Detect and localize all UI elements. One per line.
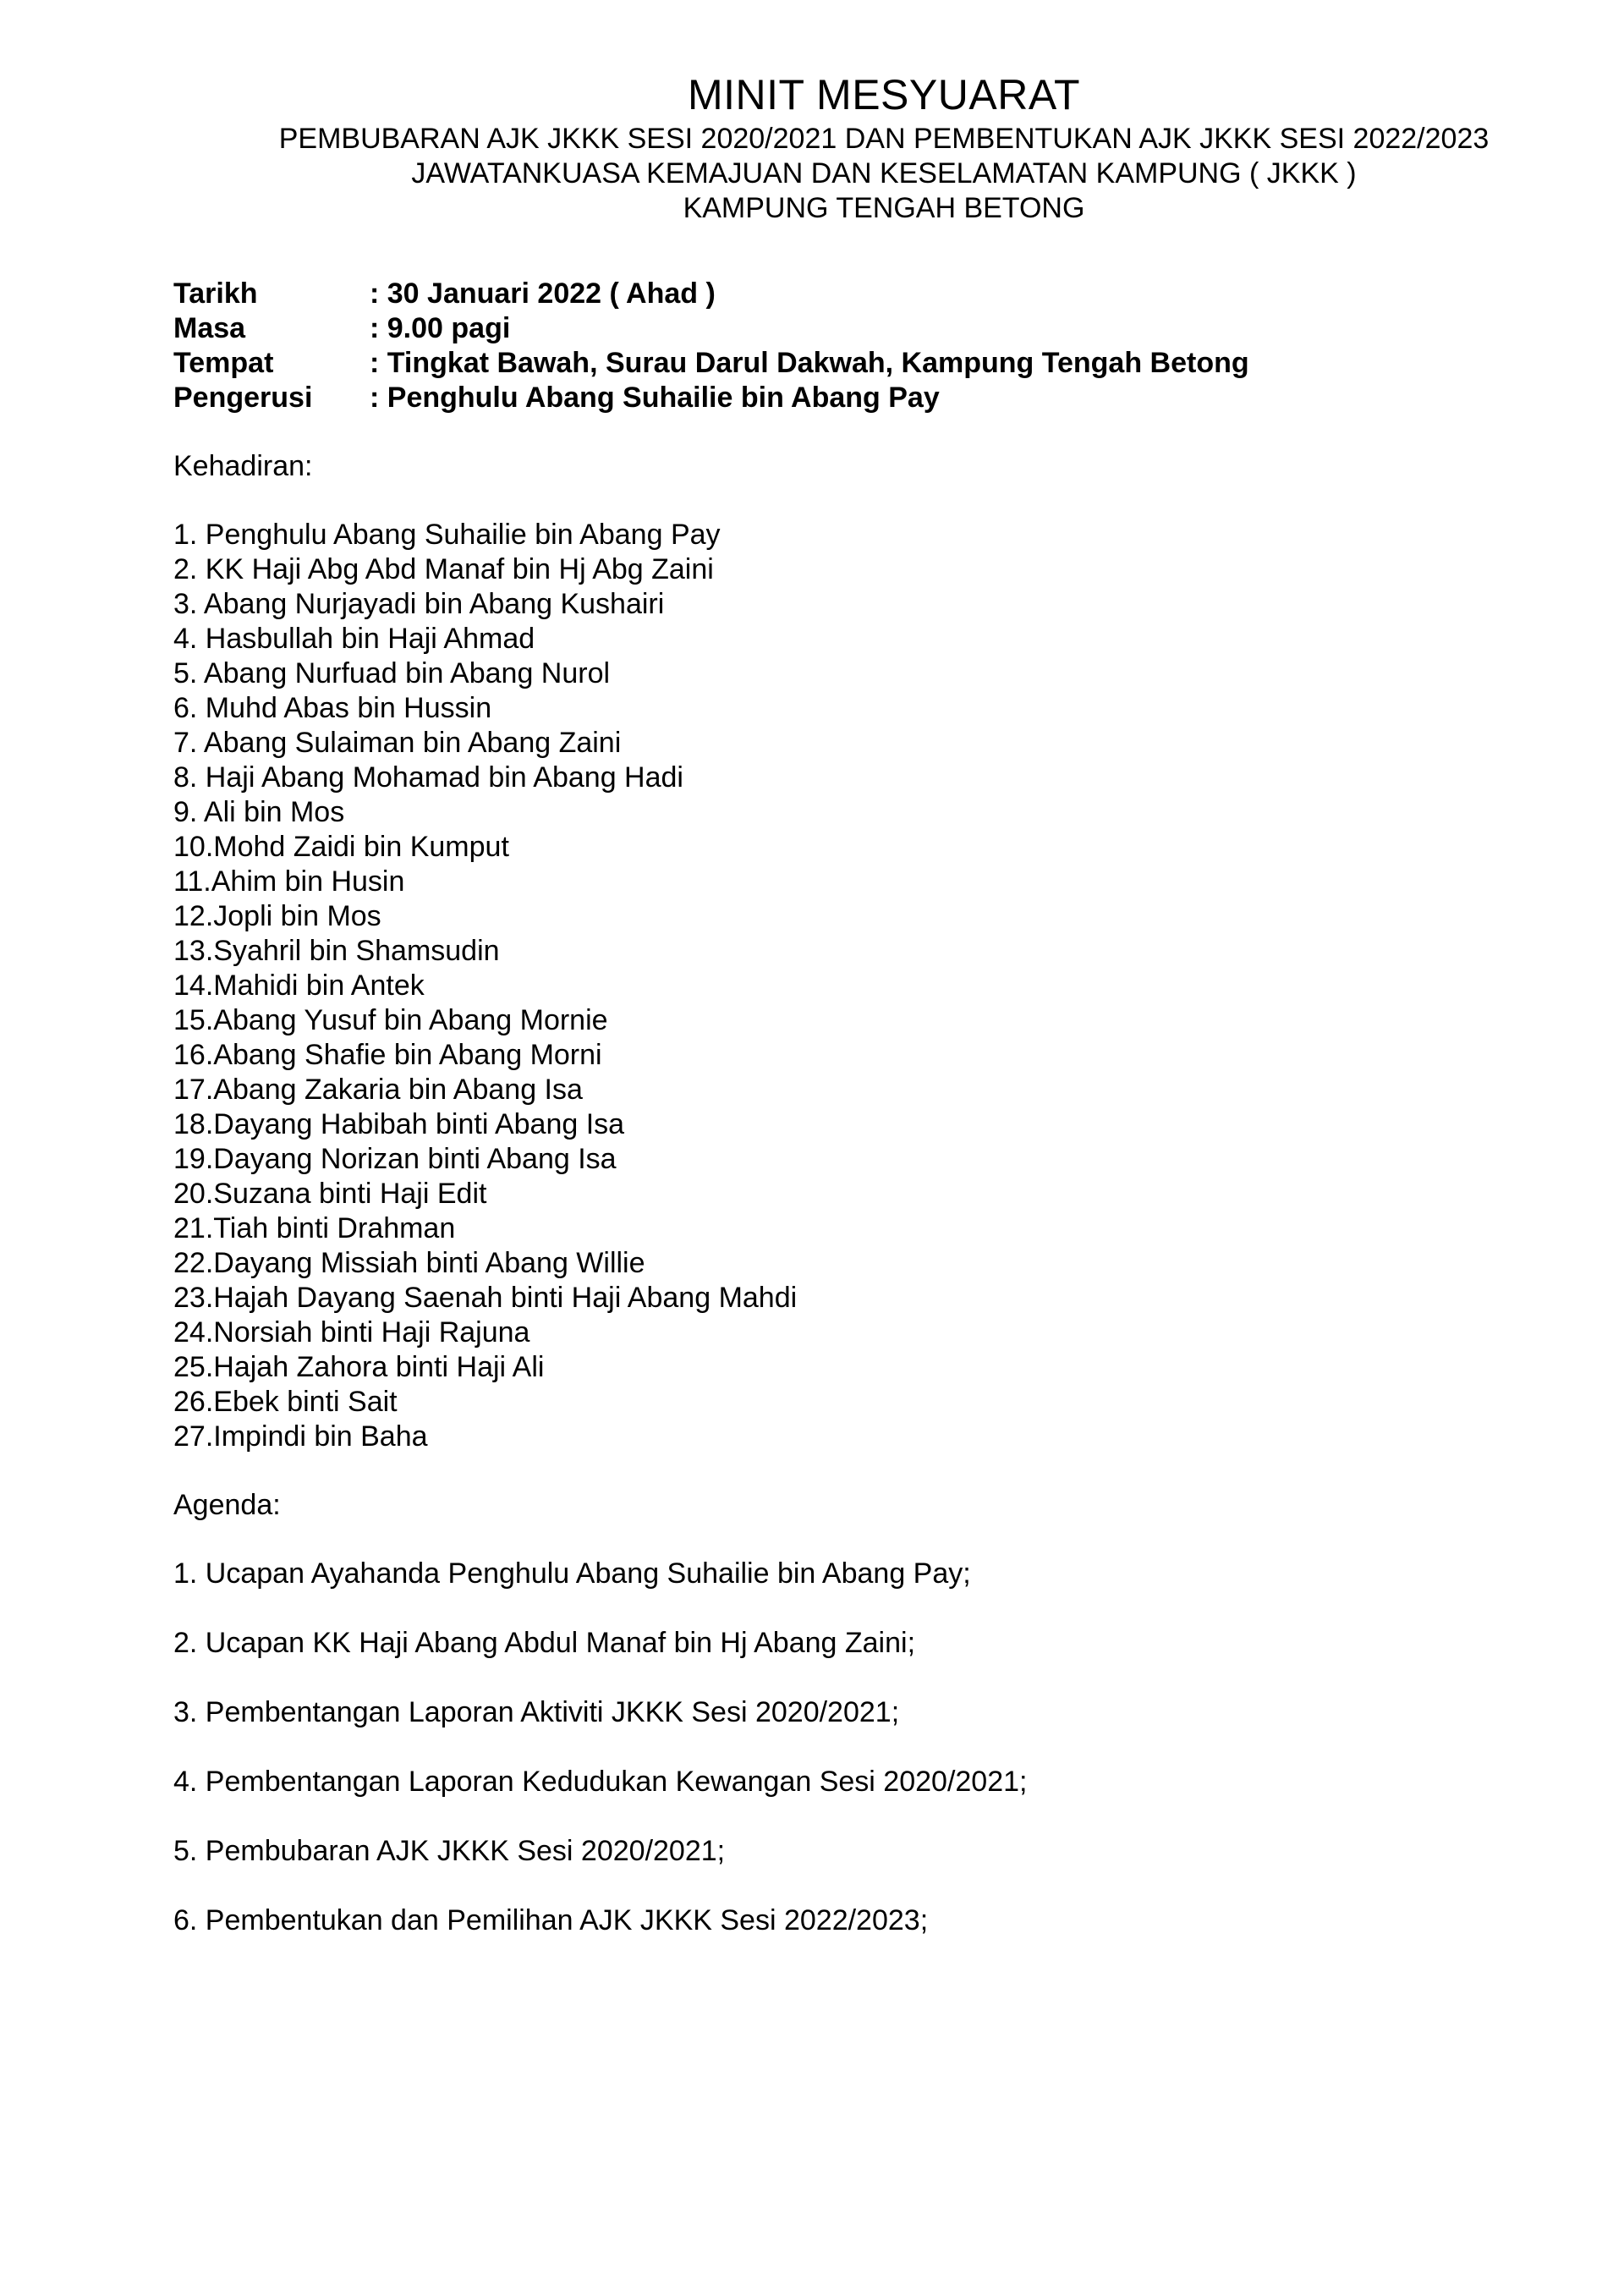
list-item: 13.Syahril bin Shamsudin xyxy=(173,935,500,967)
list-item: 16.Abang Shafie bin Abang Morni xyxy=(173,1039,602,1071)
list-item: 27.Impindi bin Baha xyxy=(173,1420,428,1453)
list-item: 21.Tiah binti Drahman xyxy=(173,1212,456,1244)
list-item: 6. Muhd Abas bin Hussin xyxy=(173,692,492,724)
meta-row-chair xyxy=(173,381,1451,415)
list-item: 20.Suzana binti Haji Edit xyxy=(173,1178,487,1210)
meta-label: Tempat xyxy=(173,347,274,379)
agenda-item: 1. Ucapan Ayahanda Penghulu Abang Suhailie bin Abang Pay; xyxy=(173,1557,971,1590)
meta-label: Masa xyxy=(173,312,246,344)
agenda-item: 5. Pembubaran AJK JKKK Sesi 2020/2021; xyxy=(173,1835,726,1867)
agenda-item: 4. Pembentangan Laporan Kedudukan Kewangan Sesi 2020/2021; xyxy=(173,1766,1028,1798)
attendance-list xyxy=(173,518,1451,1454)
agenda-list xyxy=(173,1557,1451,1938)
agenda-item: 2. Ucapan KK Haji Abang Abdul Manaf bin Hj Abang Zaini; xyxy=(173,1627,916,1659)
list-item: 12.Jopli bin Mos xyxy=(173,900,381,932)
meta-row-date xyxy=(173,277,1451,311)
list-item: 11.Ahim bin Husin xyxy=(173,865,405,898)
list-item: 24.Norsiah binti Haji Rajuna xyxy=(173,1316,530,1348)
meta-value: : Tingkat Bawah, Surau Darul Dakwah, Kampung Tengah Betong xyxy=(370,347,1249,379)
list-item: 15.Abang Yusuf bin Abang Mornie xyxy=(173,1004,608,1036)
list-item: 14.Mahidi bin Antek xyxy=(173,969,425,1002)
list-item: 25.Hajah Zahora binti Haji Ali xyxy=(173,1351,545,1383)
agenda-heading: Agenda: xyxy=(173,1489,281,1521)
agenda-item: 3. Pembentangan Laporan Aktiviti JKKK Sesi 2020/2021; xyxy=(173,1696,900,1728)
meeting-details xyxy=(173,277,1451,415)
document-header xyxy=(0,0,1624,226)
list-item: 4. Hasbullah bin Haji Ahmad xyxy=(173,623,535,655)
agenda-item: 6. Pembentukan dan Pemilihan AJK JKKK Sesi 2022/2023; xyxy=(173,1904,929,1936)
header-line-2: JAWATANKUASA KEMAJUAN DAN KESELAMATAN KAMPUNG ( JKKK ) xyxy=(411,157,1357,190)
list-item: 2. KK Haji Abg Abd Manaf bin Hj Abg Zaini xyxy=(173,553,714,585)
attendance-heading: Kehadiran: xyxy=(173,450,313,482)
meta-label: Tarikh xyxy=(173,277,258,310)
list-item: 10.Mohd Zaidi bin Kumput xyxy=(173,831,509,863)
list-item: 23.Hajah Dayang Saenah binti Haji Abang Mahdi xyxy=(173,1282,798,1314)
list-item: 7. Abang Sulaiman bin Abang Zaini xyxy=(173,727,622,759)
meta-row-time xyxy=(173,311,1451,346)
header-line-3: KAMPUNG TENGAH BETONG xyxy=(683,192,1085,224)
list-item: 17.Abang Zakaria bin Abang Isa xyxy=(173,1074,583,1106)
list-item: 5. Abang Nurfuad bin Abang Nurol xyxy=(173,657,611,689)
list-item: 3. Abang Nurjayadi bin Abang Kushairi xyxy=(173,588,665,620)
list-item: 26.Ebek binti Sait xyxy=(173,1386,398,1418)
meta-row-place xyxy=(173,346,1451,381)
list-item: 18.Dayang Habibah binti Abang Isa xyxy=(173,1108,625,1140)
list-item: 19.Dayang Norizan binti Abang Isa xyxy=(173,1143,617,1175)
list-item: 9. Ali bin Mos xyxy=(173,796,345,828)
list-item: 22.Dayang Missiah binti Abang Willie xyxy=(173,1247,645,1279)
meta-label: Pengerusi xyxy=(173,382,313,414)
document-title: MINIT MESYUARAT xyxy=(687,71,1081,118)
meta-value: : Penghulu Abang Suhailie bin Abang Pay xyxy=(370,382,940,414)
header-line-1: PEMBUBARAN AJK JKKK SESI 2020/2021 DAN PEMBENTUKAN AJK JKKK SESI 2022/2023 xyxy=(278,123,1490,155)
meta-value: : 9.00 pagi xyxy=(370,312,511,344)
list-item: 1. Penghulu Abang Suhailie bin Abang Pay xyxy=(173,519,721,551)
meta-value: : 30 Januari 2022 ( Ahad ) xyxy=(370,277,716,310)
list-item: 8. Haji Abang Mohamad bin Abang Hadi xyxy=(173,761,683,794)
